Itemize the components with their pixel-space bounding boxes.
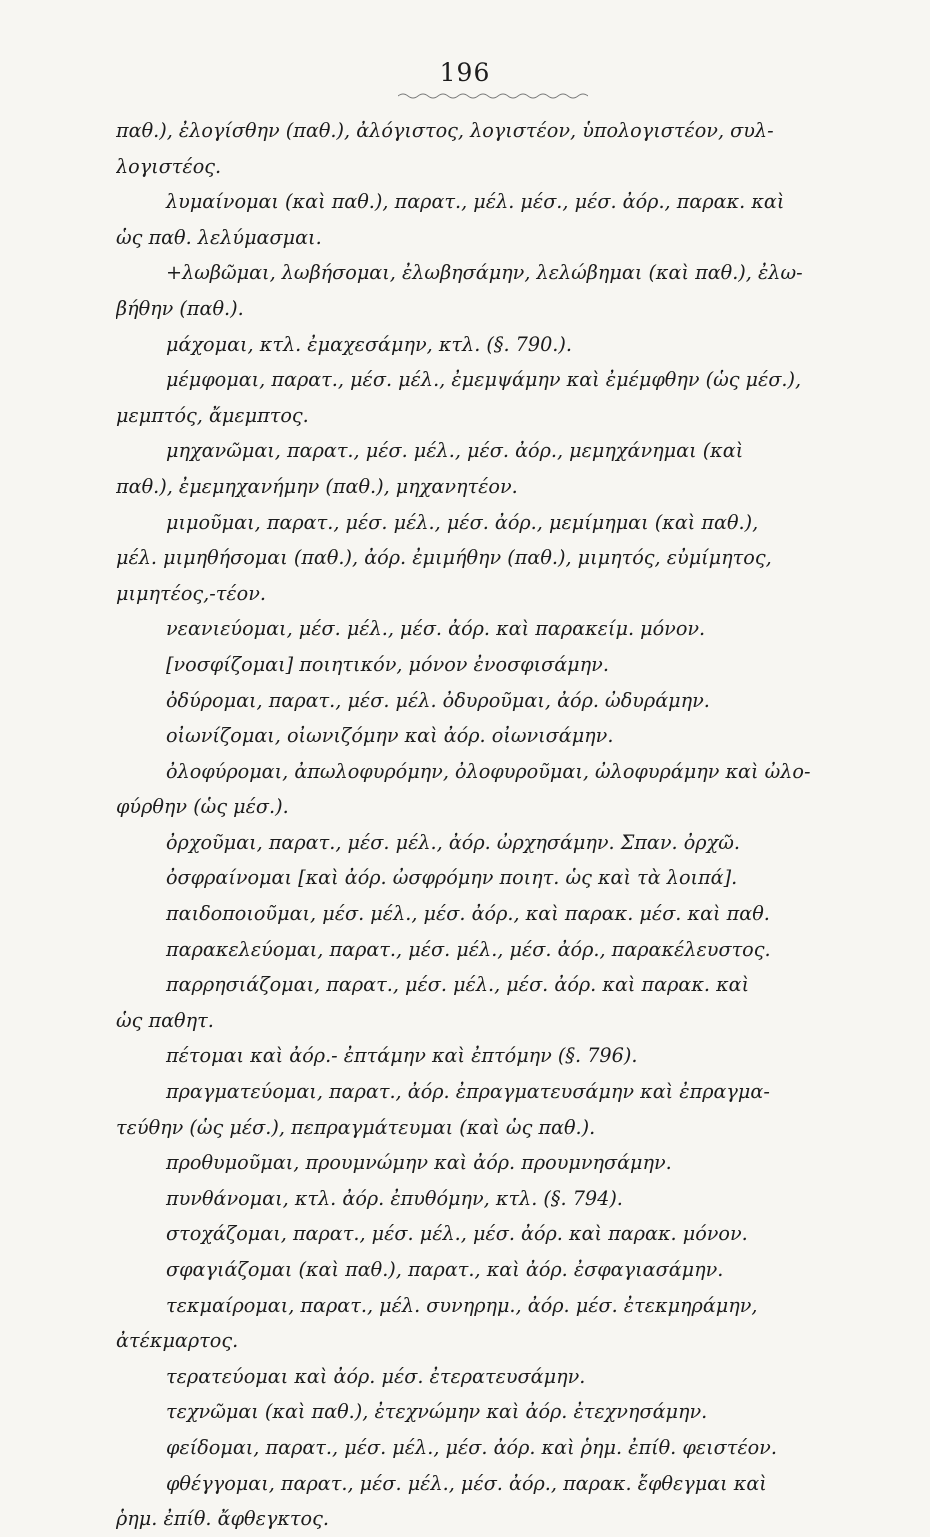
text-line: παρακελεύομαι, παρατ., μέσ. μέλ., μέσ. ἀόρ., παρακέλευστος. [166,937,771,961]
text-line: ὀλοφύρομαι, ἀπωλοφυρόμην, ὀλοφυροῦμαι, ὠλοφυράμην καὶ ὠλο- [166,759,811,783]
text-line: παθ.), ἐλογίσθην (παθ.), ἀλόγιστος, λογιστέον, ὑπολογιστέον, συλ- [116,119,774,142]
text-line: μέμφομαι, παρατ., μέσ. μέλ., ἐμεμψάμην καὶ ἐμέμφθην (ὡς μέσ.), [166,368,802,392]
text-line: στοχάζομαι, παρατ., μέσ. μέλ., μέσ. ἀόρ. καὶ παρακ. μόνον. [166,1222,748,1246]
text-line: μεμπτός, ἄμεμπτος. [116,403,309,427]
text-line: ὀρχοῦμαι, παρατ., μέσ. μέλ., ἀόρ. ὠρχησάμην. Σπαν. ὀρχῶ. [166,830,740,854]
text-line: οἰωνίζομαι, οἰωνιζόμην καὶ ἀόρ. οἰωνισάμην. [166,724,614,748]
text-line: μέλ. μιμηθήσομαι (παθ.), ἀόρ. ἐμιμήθην (παθ.), μιμητός, εὐμίμητος, [116,546,772,570]
text-line: λυμαίνομαι (καὶ παθ.), παρατ., μέλ. μέσ., μέσ. ἀόρ., παρακ. καὶ [166,190,785,214]
text-line: τεύθην (ὡς μέσ.), πεπραγμάτευμαι (καὶ ὡς παθ.). [116,1115,596,1139]
text-line: πυνθάνομαι, κτλ. ἀόρ. ἐπυθόμην, κτλ. (§. 794). [166,1186,623,1210]
text-line: +λωβῶμαι, λωβήσομαι, ἐλωβησάμην, λελώβημαι (καὶ παθ.), ἐλω- [166,261,803,285]
text-line: ἀτέκμαρτος. [116,1329,239,1353]
text-line: βήθην (παθ.). [116,296,244,320]
text-line: παθ.), ἐμεμηχανήμην (παθ.), μηχανητέον. [116,474,518,498]
header-ornament [398,92,588,100]
text-line: σφαγιάζομαι (καὶ παθ.), παρατ., καὶ ἀόρ. ἐσφαγιασάμην. [166,1258,724,1281]
text-line: ὡς παθ. λελύμασμαι. [116,225,322,249]
text-line: τεχνῶμαι (καὶ παθ.), ἐτεχνώμην καὶ ἀόρ. ἐτεχνησάμην. [166,1400,708,1424]
text-line: προθυμοῦμαι, προυμνώμην καὶ ἀόρ. προυμνησάμην. [166,1151,672,1175]
text-line: παρρησιάζομαι, παρατ., μέσ. μέλ., μέσ. ἀόρ. καὶ παρακ. καὶ [166,973,750,997]
text-line: μάχομαι, κτλ. ἐμαχεσάμην, κτλ. (§. 790.). [166,332,572,356]
text-line: φύρθην (ὡς μέσ.). [116,795,289,819]
text-line: μηχανῶμαι, παρατ., μέσ. μέλ., μέσ. ἀόρ., μεμηχάνημαι (καὶ [166,439,744,463]
text-line: πραγματεύομαι, παρατ., ἀόρ. ἐπραγματευσάμην καὶ ἐπραγμα- [166,1080,770,1104]
text-line: ὡς παθητ. [116,1008,214,1032]
text-line: νεανιεύομαι, μέσ. μέλ., μέσ. ἀόρ. καὶ παρακείμ. μόνον. [166,617,706,641]
text-line: παιδοποιοῦμαι, μέσ. μέλ., μέσ. ἀόρ., καὶ παρακ. μέσ. καὶ παθ. [166,902,770,926]
text-line: λογιστέος. [116,154,222,178]
text-block [116,113,876,1537]
text-line: φθέγγομαι, παρατ., μέσ. μέλ., μέσ. ἀόρ., παρακ. ἔφθεγμαι καὶ [166,1471,767,1495]
text-line: φείδομαι, παρατ., μέσ. μέλ., μέσ. ἀόρ. καὶ ῥημ. ἐπίθ. φειστέον. [166,1435,777,1459]
text-line: ῥημ. ἐπίθ. ἄφθεγκτος. [116,1507,329,1531]
text-line: τερατεύομαι καὶ ἀόρ. μέσ. ἐτερατευσάμην. [166,1364,586,1388]
text-line: μιμητέος,-τέον. [116,581,266,605]
text-line: πέτομαι καὶ ἀόρ.- ἐπτάμην καὶ ἐπτόμην (§. 796). [166,1044,638,1068]
page-number: 196 [439,58,491,87]
text-line: ὀσφραίνομαι [καὶ ἀόρ. ὠσφρόμην ποιητ. ὡς καὶ τὰ λοιπά]. [166,866,738,890]
text-line: [νοσφίζομαι] ποιητικόν, μόνον ἐνοσφισάμην. [166,652,609,676]
text-line: τεκμαίρομαι, παρατ., μέλ. συνηρημ., ἀόρ. μέσ. ἐτεκμηράμην, [166,1293,758,1317]
text-line: ὀδύρομαι, παρατ., μέσ. μέλ. ὀδυροῦμαι, ἀόρ. ὠδυράμην. [166,688,710,712]
text-line: μιμοῦμαι, παρατ., μέσ. μέλ., μέσ. ἀόρ., μεμίμημαι (καὶ παθ.), [166,510,759,534]
